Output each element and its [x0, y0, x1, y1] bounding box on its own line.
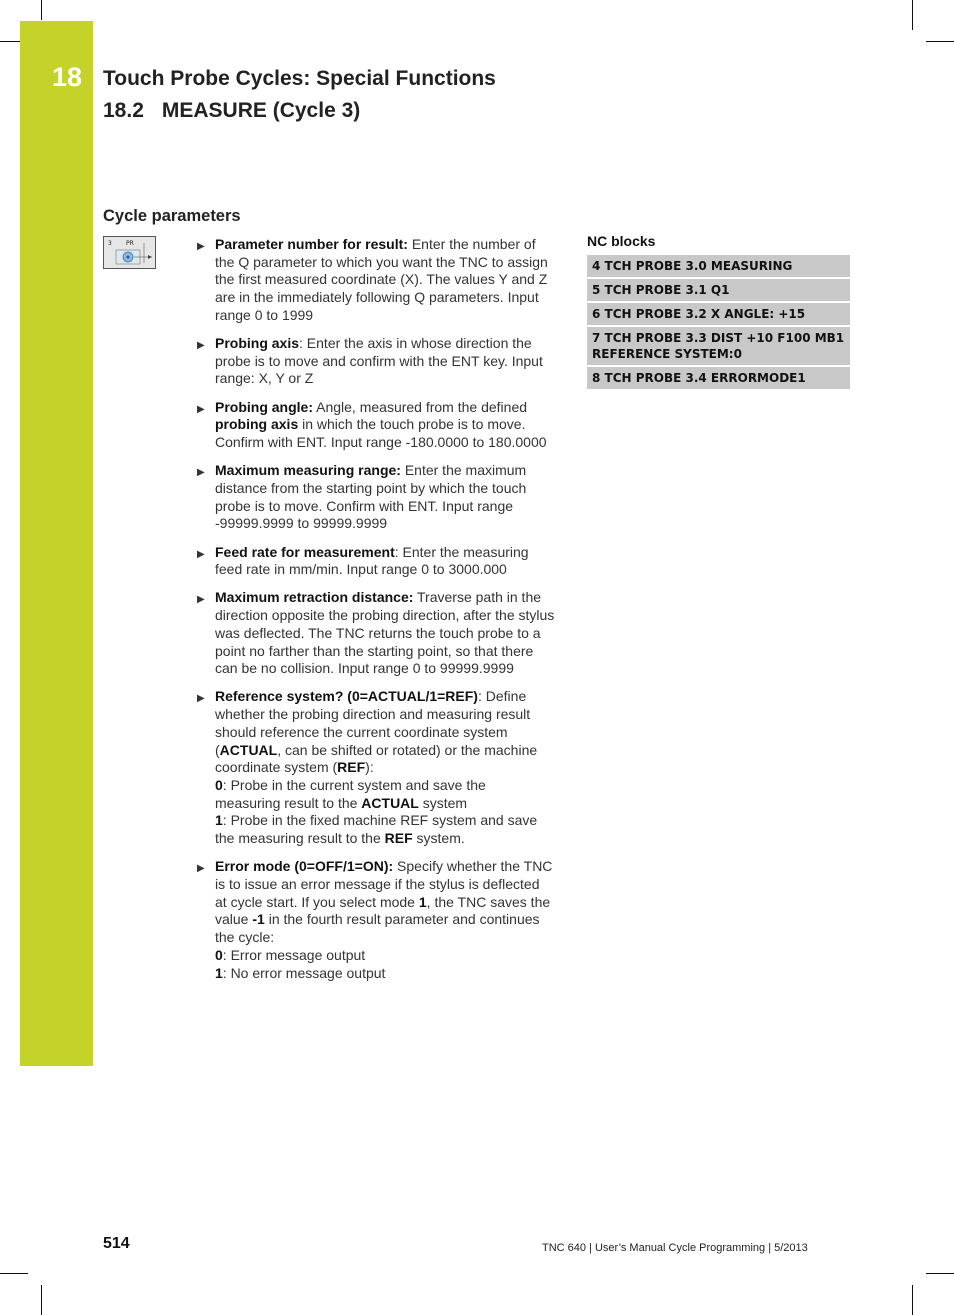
parameter-term: Parameter number for result: — [215, 236, 408, 252]
parameter-item — [197, 688, 555, 847]
parameter-item — [197, 399, 555, 452]
parameter-text: : Enter the axis in whose direction the probe is to move and confirm with the ENT key. Input range: X, Y or Z — [215, 335, 543, 387]
bullet-arrow-icon: ▶ — [197, 340, 205, 352]
parameter-item — [197, 858, 555, 982]
parameter-item — [197, 236, 555, 325]
parameter-term: 1 — [418, 893, 427, 910]
parameter-text: : Define whether the probing direction and measuring result should reference the current coordinate system ( — [215, 688, 531, 758]
section-title — [103, 99, 360, 123]
parameter-text: Specify whether the TNC is to issue an error message if the stylus is deflected at cycle start. If you select mode — [215, 858, 553, 910]
bullet-arrow-icon: ▶ — [197, 403, 205, 415]
nc-block-row: 8 TCH PROBE 3.4 ERRORMODE1 — [587, 367, 850, 389]
parameter-term: Maximum measuring range: — [215, 462, 401, 479]
parameter-text: Traverse path in the direction opposite the probing direction, after the stylus was deflected. The TNC returns the touch probe to a point no farther than the starting point, so that there can be no collision. Input range 0 to 99999.9999 — [215, 589, 555, 677]
parameter-term: ACTUAL — [361, 794, 419, 811]
parameter-item — [197, 335, 555, 388]
nc-block-row: 6 TCH PROBE 3.2 X ANGLE: +15 — [587, 303, 850, 325]
crop-mark — [926, 41, 954, 42]
bullet-arrow-icon: ▶ — [197, 863, 205, 875]
parameter-term: Error mode (0=OFF/1=ON): — [215, 858, 394, 875]
nc-block-row: 7 TCH PROBE 3.3 DIST +10 F100 MB1 REFERENCE SYSTEM:0 — [587, 327, 850, 365]
parameter-text: : Probe in the current system and save the measuring result to the — [215, 776, 486, 811]
parameter-term: Probing axis — [215, 335, 300, 352]
parameter-text: in the fourth result parameter and continues the cycle: — [215, 911, 540, 946]
section-title-text: MEASURE (Cycle 3) — [161, 99, 361, 122]
parameter-text: ): — [365, 759, 374, 776]
parameter-term: 0 — [215, 946, 223, 963]
parameter-text: Enter the maximum distance from the starting point by which the touch probe is to move. Confirm with ENT. Input range -99999.9999 to 99999.9999 — [215, 462, 527, 532]
chapter-title: Touch Probe Cycles: Special Functions — [103, 67, 496, 90]
parameter-term: REF — [337, 759, 366, 776]
parameter-term: 0 — [215, 776, 223, 793]
svg-text:PR: PR — [126, 240, 134, 247]
parameter-text: , the TNC saves the value — [215, 893, 551, 928]
crop-mark — [912, 0, 913, 30]
parameter-text: , can be shifted or rotated) or the machine coordinate system ( — [215, 741, 538, 776]
parameter-term: probing axis — [215, 416, 299, 433]
parameter-term: 1 — [215, 964, 223, 981]
crop-mark — [912, 1285, 913, 1315]
parameter-item — [197, 462, 555, 533]
nc-blocks-heading: NC blocks — [587, 233, 656, 249]
bullet-arrow-icon: ▶ — [197, 594, 205, 606]
cycle-parameters-heading: Cycle parameters — [103, 207, 241, 225]
parameter-text: : Enter the measuring feed rate in mm/min. Input range 0 to 3000.000 — [215, 543, 529, 578]
page-number: 514 — [103, 1235, 130, 1252]
parameter-text: system. — [412, 830, 465, 847]
parameter-text: : Probe in the fixed machine REF system and save the measuring result to the — [215, 812, 538, 847]
parameter-text: Angle, measured from the defined — [313, 398, 528, 415]
parameter-term: Maximum retraction distance: — [215, 589, 414, 606]
nc-block-row: 4 TCH PROBE 3.0 MEASURING — [587, 255, 850, 277]
section-number: 18.2 — [103, 99, 144, 122]
parameter-term: ACTUAL — [219, 741, 278, 758]
crop-mark — [0, 1273, 28, 1274]
bullet-arrow-icon: ▶ — [197, 693, 205, 705]
crop-mark — [0, 41, 20, 42]
parameter-term: Probing angle: — [215, 398, 313, 415]
parameter-item — [197, 544, 555, 579]
bullet-arrow-icon: ▶ — [197, 241, 205, 252]
parameter-text: system — [418, 794, 468, 811]
bullet-arrow-icon: ▶ — [197, 548, 205, 560]
chapter-number: 18 — [52, 62, 83, 92]
cycle-graphic-icon — [104, 237, 155, 268]
nc-block-row: 5 TCH PROBE 3.1 Q1 — [587, 279, 850, 301]
parameter-text: Enter the number of the Q parameter to which you want the TNC to assign the first measured coordinate (X). The values Y and Z are in the immediately following Q parameters. Input range 0 to 1999 — [215, 236, 548, 323]
cycle-3-PR-icon — [103, 236, 156, 269]
crop-mark — [926, 1273, 954, 1274]
svg-text:3: 3 — [108, 240, 112, 247]
parameter-item — [197, 589, 555, 678]
parameter-term: -1 — [252, 911, 265, 928]
chapter-sidebar — [20, 21, 93, 1066]
parameter-text: in which the touch probe is to move. Confirm with ENT. Input range -180.0000 to 180.0000 — [215, 416, 547, 451]
parameter-term: Reference system? (0=ACTUAL/1=REF) — [215, 688, 478, 705]
crop-mark — [41, 0, 42, 20]
parameter-text: : Error message output — [222, 946, 366, 963]
bullet-arrow-icon: ▶ — [197, 467, 205, 479]
parameter-term: Feed rate for measurement — [215, 543, 395, 560]
footer-text: TNC 640 | User’s Manual Cycle Programming | 5/2013 — [542, 1242, 808, 1254]
parameter-list — [197, 236, 555, 993]
parameter-text: : No error message output — [222, 964, 386, 981]
parameter-term: REF — [384, 830, 413, 847]
crop-mark — [41, 1285, 42, 1315]
parameter-term: 1 — [215, 812, 223, 829]
nc-blocks-table — [587, 255, 850, 391]
